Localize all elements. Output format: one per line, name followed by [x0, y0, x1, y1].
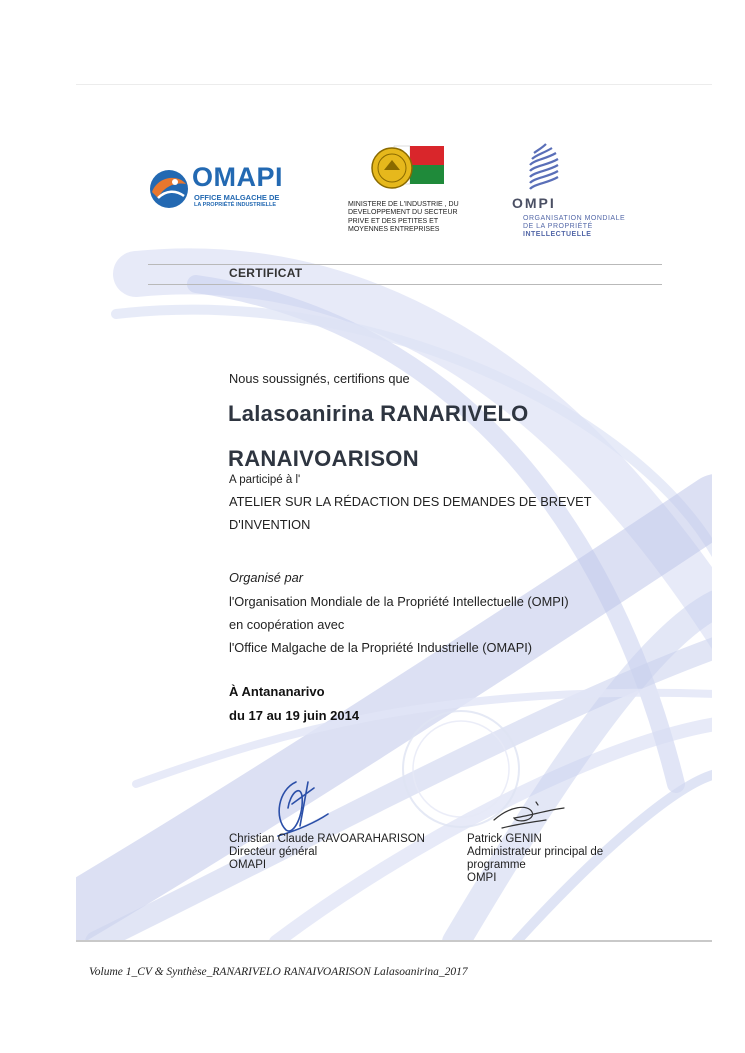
- page-footer-caption: Volume 1_CV & Synthèse_RANARIVELO RANAIVOARISON Lalasoanirina_2017: [89, 966, 468, 978]
- right-signatory-name: Patrick GENIN: [467, 833, 542, 845]
- ministry-seal-flag-icon: [368, 136, 450, 194]
- left-signatory-name: Christian Claude RAVOARAHARISON: [229, 833, 425, 845]
- omapi-subtitle-2: LA PROPRIÉTÉ INDUSTRIELLE: [194, 202, 276, 208]
- event-title-line-2: D'INVENTION: [229, 517, 311, 532]
- ministry-line-4: MOYENNES ENTREPRISES: [348, 226, 440, 234]
- title-rule-bottom: [148, 284, 662, 285]
- omapi-emblem-icon: [148, 168, 190, 210]
- event-dates: du 17 au 19 juin 2014: [229, 708, 360, 723]
- ompi-wordmark: OMPI: [512, 195, 556, 211]
- omapi-wordmark: OMAPI: [192, 162, 284, 192]
- ompi-subtitle-2: DE LA PROPRIÉTÉ: [523, 223, 593, 230]
- ompi-subtitle-1: ORGANISATION MONDIALE: [523, 215, 626, 222]
- omapi-subtitle-1: OFFICE MALGACHE DE: [194, 193, 280, 202]
- organiser-omapi: l'Office Malgache de la Propriété Industrielle (OMAPI): [229, 640, 533, 655]
- certificate-title: CERTIFICAT: [229, 266, 303, 280]
- participated-label: A participé à l': [229, 474, 301, 486]
- right-signatory-org: OMPI: [467, 872, 497, 884]
- cooperation-label: en coopération avec: [229, 617, 345, 632]
- certificate-scan: [76, 84, 712, 942]
- omapi-logo: [148, 164, 308, 214]
- ministry-line-1: MINISTERE DE L'INDUSTRIE , DU: [348, 201, 459, 208]
- right-signatory: [467, 833, 603, 885]
- ministry-line-3: PRIVE ET DES PETITES ET: [348, 217, 439, 225]
- right-signatory-role-2: programme: [467, 859, 526, 871]
- wipo-emblem-icon: [524, 139, 564, 195]
- scan-bottom-edge: [76, 940, 712, 942]
- recipient-name-line-2: RANAIVOARISON: [228, 446, 419, 471]
- ompi-subtitle: [523, 215, 625, 239]
- left-signatory-role: Directeur général: [229, 846, 318, 858]
- right-signatory-role-1: Administrateur principal de: [467, 846, 604, 858]
- certificate-intro: Nous soussignés, certifions que: [229, 371, 410, 386]
- event-title-line-1: ATELIER SUR LA RÉDACTION DES DEMANDES DE BREVET: [229, 494, 592, 509]
- organised-by-label: Organisé par: [229, 570, 303, 585]
- ompi-subtitle-3: INTELLECTUELLE: [523, 231, 592, 238]
- event-place: À Antananarivo: [229, 684, 325, 699]
- ministry-name: [348, 201, 498, 235]
- left-signatory: [229, 833, 425, 872]
- title-rule-top: [148, 264, 662, 265]
- ministry-line-2: DEVELOPPEMENT DU SECTEUR: [348, 209, 458, 217]
- recipient-name-line-1: Lalasoanirina RANARIVELO: [228, 401, 529, 426]
- ompi-logo: [504, 139, 634, 249]
- organiser-ompi: l'Organisation Mondiale de la Propriété Intellectuelle (OMPI): [229, 594, 569, 609]
- right-signature-icon: [488, 796, 568, 836]
- left-signatory-org: OMAPI: [229, 859, 267, 871]
